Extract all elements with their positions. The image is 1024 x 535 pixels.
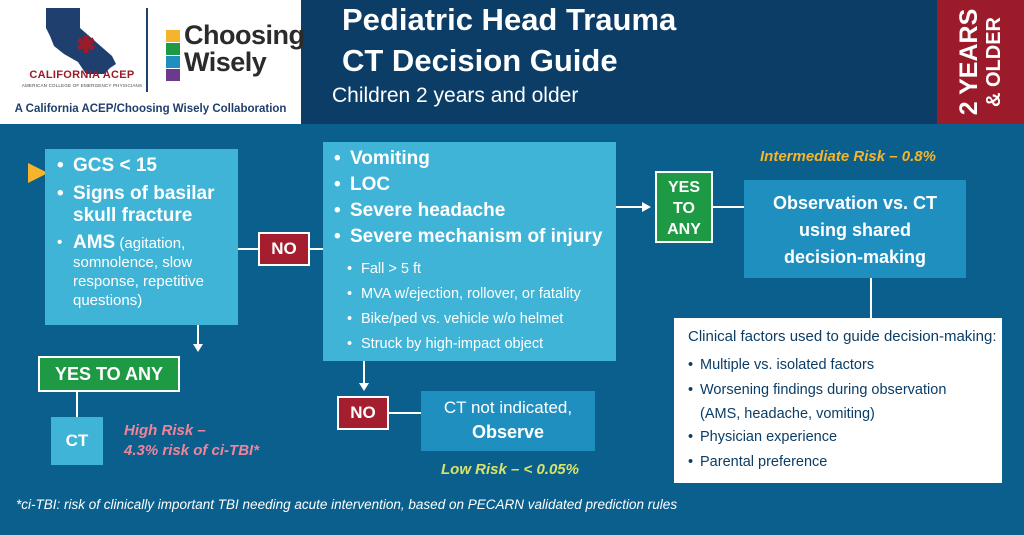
mechanism-item: • Fall > 5 ft [347, 257, 581, 282]
yes-to-any-label-2 [655, 171, 713, 243]
ct-not-line2: Observe [471, 422, 545, 442]
california-map-icon [24, 6, 136, 76]
observation-line2: using shared [798, 220, 912, 240]
criterion-ams-detail: (agitation, somnolence, slow response, repetitive questions) [73, 235, 204, 309]
clinical-factors-title: Clinical factors used to guide decision-making: [688, 328, 997, 345]
criterion-basilar: • Signs of basilar skull fracture [57, 183, 237, 227]
logo-divider [146, 8, 148, 92]
criterion-loc: • LOC [334, 174, 614, 196]
factor-item: • Parental preference [688, 450, 998, 475]
low-risk-label: Low Risk – < 0.05% [441, 461, 579, 478]
high-risk-label [124, 421, 259, 461]
footnote: *ci-TBI: risk of clinically important TBI needing acute intervention, based on PECARN validated prediction rules [16, 497, 678, 512]
observation-box [744, 180, 966, 278]
choosing-wisely-logo [184, 22, 304, 76]
observation-line3: decision-making [783, 247, 927, 267]
clinical-factors-panel [674, 318, 1002, 483]
ca-acep-subtitle: AMERICAN COLLEGE OF EMERGENCY PHYSICIANS [21, 83, 143, 88]
criterion-headache: • Severe headache [334, 200, 614, 222]
observation-line1: Observation vs. CT [772, 193, 938, 213]
yes-to-any-label-1: YES TO ANY [38, 356, 180, 392]
choosing-wisely-squares-icon [166, 30, 180, 82]
high-risk-criteria-box [45, 149, 238, 325]
ct-outcome-box: CT [51, 417, 103, 465]
ca-acep-name: CALIFORNIA ACEP [29, 69, 135, 81]
factor-item: • Multiple vs. isolated factors [688, 353, 998, 378]
intermediate-criteria-box [323, 142, 616, 361]
factor-item: • Worsening findings during observation [688, 378, 998, 403]
intermediate-risk-label: Intermediate Risk – 0.8% [760, 148, 936, 165]
factor-item-detail: (AMS, headache, vomiting) [700, 406, 875, 422]
choosing-wisely-word2: Wisely [184, 47, 267, 77]
mechanism-item: • Struck by high-impact object [347, 332, 581, 357]
criterion-ams [57, 233, 237, 310]
choosing-wisely-word1: Choosing [184, 20, 305, 50]
age-badge-line1: 2 YEARS [955, 8, 983, 116]
age-badge-line2: & OLDER [983, 17, 1005, 107]
ct-not-line1: CT not indicated, [443, 398, 573, 417]
yes-2-line2: TO [673, 200, 695, 217]
factor-item: • Physician experience [688, 425, 998, 450]
page-title-line2: CT Decision Guide [342, 43, 618, 78]
collaboration-line: A California ACEP/Choosing Wisely Collaboration [14, 103, 287, 115]
no-label-2: NO [337, 396, 389, 430]
page-title-line1: Pediatric Head Trauma [342, 2, 677, 37]
age-badge [937, 0, 1024, 124]
yes-2-line3: ANY [667, 221, 701, 238]
high-risk-line2: 4.3% risk of ci-TBI* [124, 442, 260, 459]
criterion-vomiting: • Vomiting [334, 148, 614, 170]
logo-panel [0, 0, 305, 124]
no-label-1: NO [258, 232, 310, 266]
criterion-ams-label: AMS [73, 232, 116, 253]
page-subtitle: Children 2 years and older [332, 84, 579, 107]
yes-2-line1: YES [667, 179, 700, 196]
criterion-mechanism: • Severe mechanism of injury [334, 226, 614, 248]
mechanism-item: • Bike/ped vs. vehicle w/o helmet [347, 307, 581, 332]
criterion-gcs: • GCS < 15 [57, 155, 237, 177]
high-risk-line1: High Risk – [124, 422, 206, 439]
ct-not-indicated-box [421, 391, 595, 451]
mechanism-item: • MVA w/ejection, rollover, or fatality [347, 282, 581, 307]
